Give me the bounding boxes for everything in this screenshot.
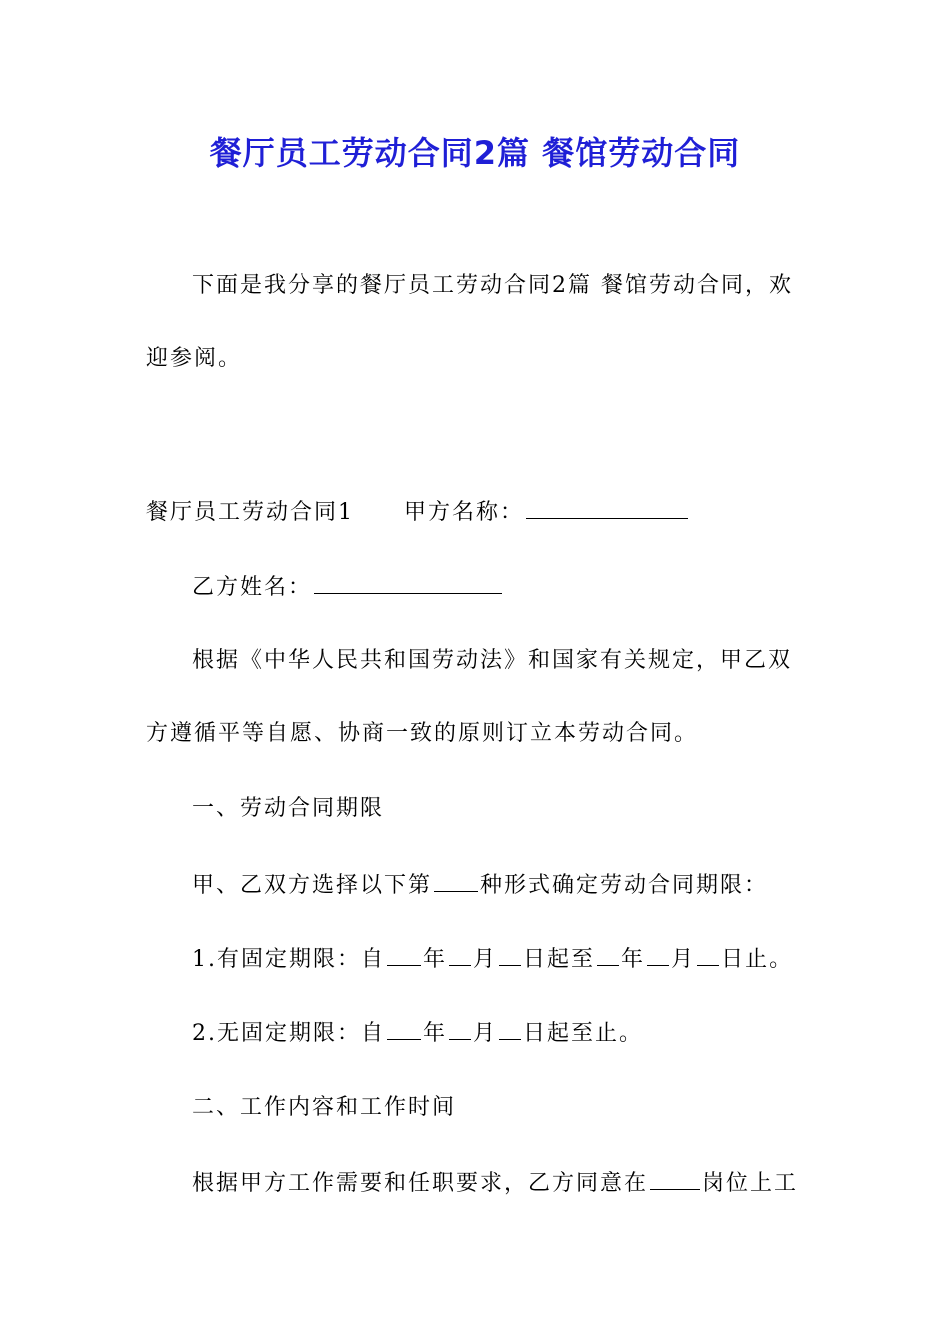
fixed-year-blank xyxy=(387,943,421,966)
open-year-label: 年 xyxy=(423,1021,448,1046)
party-b-row xyxy=(192,571,852,603)
fixed-day2-blank xyxy=(697,943,719,966)
open-month-label: 月 xyxy=(473,1021,498,1046)
open-day-end-label: 日起至止。 xyxy=(523,1021,644,1046)
open-day-blank xyxy=(499,1017,521,1040)
document-title: 餐厅员工劳动合同2篇 餐馆劳动合同 xyxy=(209,134,741,172)
term-choice-blank xyxy=(434,869,478,892)
job-text-1: 根据甲方工作需要和任职要求，乙方同意在 xyxy=(192,1171,649,1196)
fixed-month2-blank xyxy=(647,943,669,966)
intro-line-2: 迎参阅。 xyxy=(146,346,243,371)
open-year-blank xyxy=(387,1017,421,1040)
job-text-2: 岗位上工 xyxy=(702,1171,799,1196)
job-row xyxy=(192,1167,852,1199)
basis-line-2: 方遵循平等自愿、协商一致的原则订立本劳动合同。 xyxy=(146,721,699,746)
term-choice-text-2: 种形式确定劳动合同期限： xyxy=(480,873,769,898)
fixed-month-label: 月 xyxy=(473,947,498,972)
fixed-year-label: 年 xyxy=(423,947,448,972)
fixed-year2-blank xyxy=(597,943,619,966)
contract-heading-row xyxy=(146,496,806,528)
fixed-day-blank xyxy=(499,943,521,966)
open-term-row xyxy=(192,1017,852,1049)
fixed-day-end-label: 日止。 xyxy=(721,947,794,972)
intro-line-1: 下面是我分享的餐厅员工劳动合同2篇 餐馆劳动合同，欢 xyxy=(192,273,793,298)
open-month-blank xyxy=(449,1017,471,1040)
term-choice-row xyxy=(192,869,852,901)
party-b-blank xyxy=(314,571,502,594)
party-a-label: 甲方名称： xyxy=(404,500,525,525)
fixed-day-from-label: 日起至 xyxy=(523,947,596,972)
fixed-term-row xyxy=(192,943,852,975)
party-a-blank xyxy=(526,496,688,519)
fixed-month2-label: 月 xyxy=(671,947,696,972)
section-1-title: 一、劳动合同期限 xyxy=(192,796,385,821)
term-choice-text-1: 甲、乙双方选择以下第 xyxy=(192,873,433,898)
contract-heading: 餐厅员工劳动合同1 xyxy=(146,500,354,525)
fixed-month-blank xyxy=(449,943,471,966)
basis-line-1: 根据《中华人民共和国劳动法》和国家有关规定，甲乙双 xyxy=(192,648,793,673)
fixed-year2-label: 年 xyxy=(621,947,646,972)
section-2-title: 二、工作内容和工作时间 xyxy=(192,1095,457,1120)
fixed-term-prefix: 1.有固定期限：自 xyxy=(192,947,385,972)
party-b-label: 乙方姓名： xyxy=(192,575,313,600)
job-position-blank xyxy=(650,1167,700,1190)
open-term-prefix: 2.无固定期限：自 xyxy=(192,1021,385,1046)
